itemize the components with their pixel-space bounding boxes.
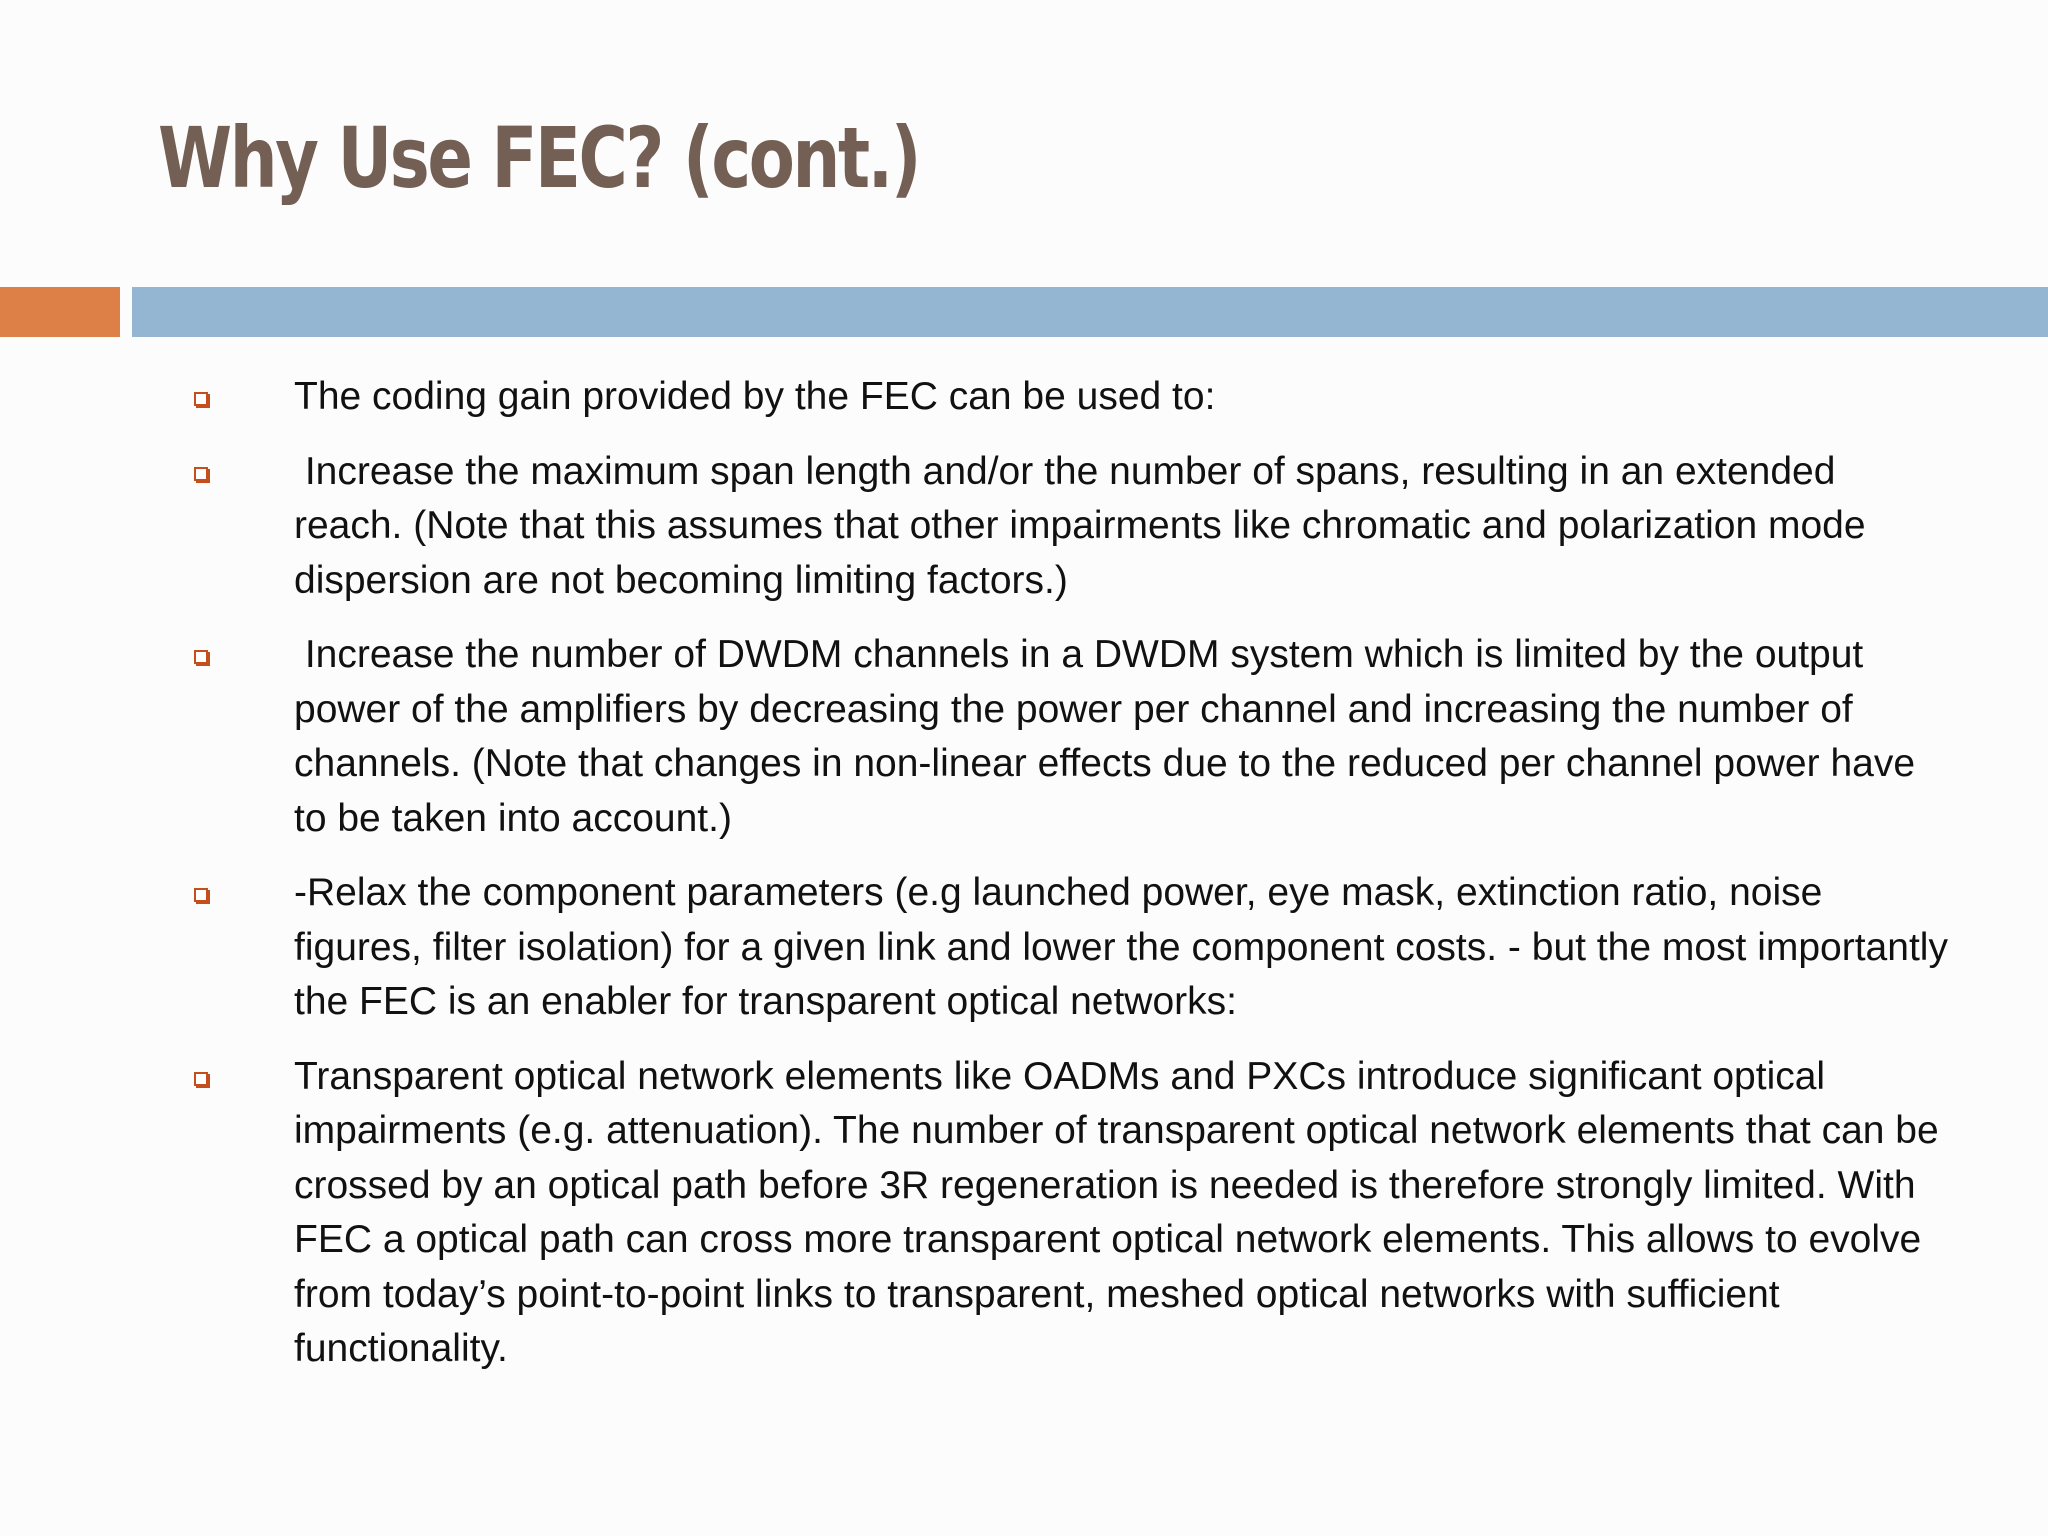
bullet-text: Increase the maximum span length and/or the number of spans, resulting in an extended reach. (Note that this assumes that other impairments like chromatic and polarization mode dispersion are not becoming limiting factors.)	[294, 449, 1877, 602]
bullet-text: Increase the number of DWDM channels in a DWDM system which is limited by the output power of the amplifiers by decreasing the power per channel and increasing the number of channels. (Note that changes in non-linear effects due to the reduced per channel power have to be taken into account.)	[294, 633, 1926, 840]
accent-band	[0, 287, 120, 337]
bullet-item	[188, 1050, 1948, 1377]
bullet-text: Transparent optical network elements like OADMs and PXCs introduce significant optical impairments (e.g. attenuation). The number of transparent optical network elements that can be crossed by an optical path before 3R regeneration is needed is therefore strongly limited. With FEC a optical path can cross more transparent optical network elements. This allows to evolve from today’s point-to-point links to transparent, meshed optical networks with sufficient functionality.	[294, 1054, 1950, 1370]
square-bullet-icon	[194, 467, 208, 481]
bullet-item	[188, 866, 1959, 1030]
bullet-item	[188, 628, 1948, 846]
bullet-text: -Relax the component parameters (e.g launched power, eye mask, extinction ratio, noise figures, filter isolation) for a given link and lower the component costs. - but the most importantly the FEC is an enabler for transparent optical networks:	[294, 871, 1959, 1023]
bullet-text: The coding gain provided by the FEC can be used to:	[294, 375, 1216, 418]
slide-title: Why Use FEC? (cont.)	[158, 109, 920, 207]
square-bullet-icon	[194, 650, 208, 664]
square-bullet-icon	[194, 888, 208, 902]
square-bullet-icon	[194, 1072, 208, 1086]
bullet-list	[188, 370, 1959, 1397]
title-band	[132, 287, 2048, 337]
bullet-item	[188, 370, 1948, 425]
bullet-item	[188, 445, 1948, 609]
square-bullet-icon	[194, 392, 208, 406]
